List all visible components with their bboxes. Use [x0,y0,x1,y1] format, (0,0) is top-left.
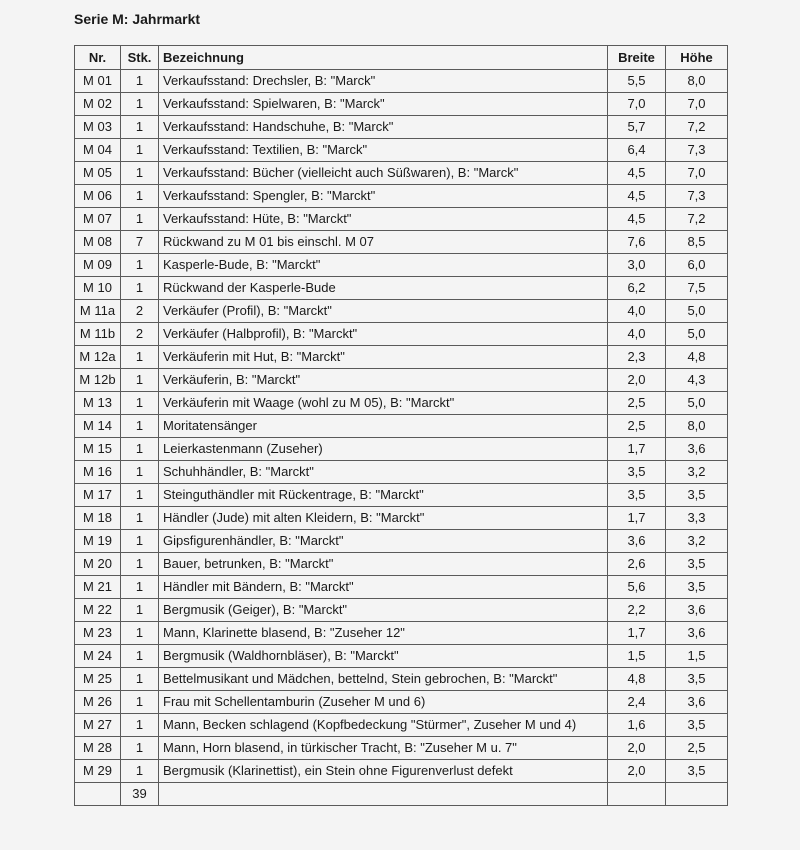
nr-cell: M 14 [75,415,121,438]
bezeichnung-cell: Steinguthändler mit Rückentrage, B: "Marckt" [159,484,608,507]
table-row [75,300,728,323]
table-row [75,346,728,369]
stk-cell: 1 [121,507,159,530]
stk-cell: 1 [121,737,159,760]
nr-cell: M 16 [75,461,121,484]
total-breite-cell [608,783,666,806]
table-row [75,507,728,530]
nr-cell: M 25 [75,668,121,691]
table-row [75,553,728,576]
hoehe-cell: 7,0 [666,93,728,116]
table-row [75,691,728,714]
total-bez-cell [159,783,608,806]
bezeichnung-cell: Bergmusik (Geiger), B: "Marckt" [159,599,608,622]
breite-cell: 1,5 [608,645,666,668]
bezeichnung-cell: Bettelmusikant und Mädchen, bettelnd, Stein gebrochen, B: "Marckt" [159,668,608,691]
bezeichnung-cell: Verkaufsstand: Spielwaren, B: "Marck" [159,93,608,116]
column-header-hoehe: Höhe [666,46,728,70]
bezeichnung-cell: Bergmusik (Waldhornbläser), B: "Marckt" [159,645,608,668]
breite-cell: 4,0 [608,300,666,323]
bezeichnung-cell: Leierkastenmann (Zuseher) [159,438,608,461]
nr-cell: M 09 [75,254,121,277]
breite-cell: 5,7 [608,116,666,139]
hoehe-cell: 3,2 [666,530,728,553]
table-row [75,714,728,737]
stk-cell: 1 [121,622,159,645]
table-row [75,208,728,231]
hoehe-cell: 4,3 [666,369,728,392]
stk-cell: 1 [121,576,159,599]
bezeichnung-cell: Mann, Klarinette blasend, B: "Zuseher 12" [159,622,608,645]
table-row [75,645,728,668]
total-stk-cell: 39 [121,783,159,806]
nr-cell: M 11a [75,300,121,323]
stk-cell: 1 [121,70,159,93]
hoehe-cell: 4,8 [666,346,728,369]
breite-cell: 2,3 [608,346,666,369]
nr-cell: M 23 [75,622,121,645]
hoehe-cell: 1,5 [666,645,728,668]
bezeichnung-cell: Verkäufer (Profil), B: "Marckt" [159,300,608,323]
table-row [75,323,728,346]
table-row [75,622,728,645]
nr-cell: M 07 [75,208,121,231]
nr-cell: M 01 [75,70,121,93]
bezeichnung-cell: Verkäufer (Halbprofil), B: "Marckt" [159,323,608,346]
hoehe-cell: 3,6 [666,438,728,461]
stk-cell: 2 [121,300,159,323]
breite-cell: 2,0 [608,737,666,760]
bezeichnung-cell: Verkäuferin mit Hut, B: "Marckt" [159,346,608,369]
bezeichnung-cell: Verkäuferin, B: "Marckt" [159,369,608,392]
nr-cell: M 29 [75,760,121,783]
stk-cell: 1 [121,668,159,691]
table-header-row [75,46,728,70]
hoehe-cell: 3,6 [666,622,728,645]
nr-cell: M 08 [75,231,121,254]
breite-cell: 3,6 [608,530,666,553]
stk-cell: 1 [121,645,159,668]
nr-cell: M 05 [75,162,121,185]
bezeichnung-cell: Rückwand zu M 01 bis einschl. M 07 [159,231,608,254]
table-row [75,599,728,622]
hoehe-cell: 2,5 [666,737,728,760]
hoehe-cell: 3,5 [666,576,728,599]
hoehe-cell: 3,3 [666,507,728,530]
breite-cell: 1,7 [608,438,666,461]
table-row [75,461,728,484]
stk-cell: 1 [121,415,159,438]
bezeichnung-cell: Verkäuferin mit Waage (wohl zu M 05), B: "Marckt" [159,392,608,415]
hoehe-cell: 6,0 [666,254,728,277]
column-header-stk: Stk. [121,46,159,70]
table-row [75,70,728,93]
stk-cell: 1 [121,530,159,553]
table-row [75,369,728,392]
breite-cell: 1,6 [608,714,666,737]
table-row [75,162,728,185]
stk-cell: 1 [121,438,159,461]
stk-cell: 1 [121,277,159,300]
nr-cell: M 20 [75,553,121,576]
breite-cell: 6,4 [608,139,666,162]
nr-cell: M 24 [75,645,121,668]
bezeichnung-cell: Kasperle-Bude, B: "Marckt" [159,254,608,277]
table-row [75,139,728,162]
hoehe-cell: 5,0 [666,323,728,346]
breite-cell: 2,2 [608,599,666,622]
bezeichnung-cell: Verkaufsstand: Bücher (vielleicht auch Süßwaren), B: "Marck" [159,162,608,185]
table-row [75,185,728,208]
hoehe-cell: 7,2 [666,208,728,231]
breite-cell: 7,6 [608,231,666,254]
breite-cell: 4,8 [608,668,666,691]
nr-cell: M 22 [75,599,121,622]
column-header-breite: Breite [608,46,666,70]
hoehe-cell: 7,3 [666,139,728,162]
stk-cell: 2 [121,323,159,346]
breite-cell: 5,5 [608,70,666,93]
hoehe-cell: 3,6 [666,599,728,622]
table-row [75,760,728,783]
page-title: Serie M: Jahrmarkt [74,11,201,27]
table-row [75,415,728,438]
stk-cell: 1 [121,208,159,231]
nr-cell: M 03 [75,116,121,139]
nr-cell: M 28 [75,737,121,760]
hoehe-cell: 7,5 [666,277,728,300]
breite-cell: 4,5 [608,162,666,185]
stk-cell: 1 [121,162,159,185]
hoehe-cell: 8,0 [666,415,728,438]
breite-cell: 3,0 [608,254,666,277]
nr-cell: M 17 [75,484,121,507]
nr-cell: M 11b [75,323,121,346]
breite-cell: 1,7 [608,622,666,645]
hoehe-cell: 3,5 [666,484,728,507]
nr-cell: M 12b [75,369,121,392]
hoehe-cell: 7,2 [666,116,728,139]
hoehe-cell: 3,5 [666,668,728,691]
bezeichnung-cell: Schuhhändler, B: "Marckt" [159,461,608,484]
breite-cell: 3,5 [608,484,666,507]
stk-cell: 1 [121,346,159,369]
stk-cell: 1 [121,139,159,162]
breite-cell: 4,0 [608,323,666,346]
breite-cell: 2,5 [608,415,666,438]
nr-cell: M 13 [75,392,121,415]
bezeichnung-cell: Verkaufsstand: Spengler, B: "Marckt" [159,185,608,208]
stk-cell: 1 [121,599,159,622]
hoehe-cell: 3,5 [666,553,728,576]
stk-cell: 1 [121,691,159,714]
table-row [75,93,728,116]
nr-cell: M 12a [75,346,121,369]
breite-cell: 2,6 [608,553,666,576]
hoehe-cell: 3,2 [666,461,728,484]
breite-cell: 6,2 [608,277,666,300]
hoehe-cell: 5,0 [666,392,728,415]
inventory-table [74,45,728,806]
stk-cell: 1 [121,484,159,507]
hoehe-cell: 5,0 [666,300,728,323]
bezeichnung-cell: Mann, Horn blasend, in türkischer Tracht, B: "Zuseher M u. 7" [159,737,608,760]
stk-cell: 7 [121,231,159,254]
total-hoehe-cell [666,783,728,806]
bezeichnung-cell: Händler mit Bändern, B: "Marckt" [159,576,608,599]
breite-cell: 3,5 [608,461,666,484]
hoehe-cell: 8,5 [666,231,728,254]
table-row [75,737,728,760]
stk-cell: 1 [121,392,159,415]
bezeichnung-cell: Mann, Becken schlagend (Kopfbedeckung "Stürmer", Zuseher M und 4) [159,714,608,737]
breite-cell: 4,5 [608,185,666,208]
nr-cell: M 18 [75,507,121,530]
nr-cell: M 26 [75,691,121,714]
table-row [75,277,728,300]
table-row [75,484,728,507]
table-row [75,392,728,415]
nr-cell: M 15 [75,438,121,461]
nr-cell: M 04 [75,139,121,162]
bezeichnung-cell: Händler (Jude) mit alten Kleidern, B: "Marckt" [159,507,608,530]
stk-cell: 1 [121,369,159,392]
nr-cell: M 02 [75,93,121,116]
stk-cell: 1 [121,185,159,208]
bezeichnung-cell: Moritatensänger [159,415,608,438]
bezeichnung-cell: Verkaufsstand: Handschuhe, B: "Marck" [159,116,608,139]
total-row [75,783,728,806]
stk-cell: 1 [121,254,159,277]
bezeichnung-cell: Verkaufsstand: Hüte, B: "Marckt" [159,208,608,231]
bezeichnung-cell: Verkaufsstand: Textilien, B: "Marck" [159,139,608,162]
stk-cell: 1 [121,553,159,576]
breite-cell: 1,7 [608,507,666,530]
table-row [75,231,728,254]
column-header-bezeichnung: Bezeichnung [159,46,608,70]
hoehe-cell: 7,3 [666,185,728,208]
hoehe-cell: 3,6 [666,691,728,714]
hoehe-cell: 8,0 [666,70,728,93]
breite-cell: 2,4 [608,691,666,714]
stk-cell: 1 [121,116,159,139]
nr-cell: M 06 [75,185,121,208]
breite-cell: 2,0 [608,760,666,783]
hoehe-cell: 3,5 [666,714,728,737]
bezeichnung-cell: Frau mit Schellentamburin (Zuseher M und 6) [159,691,608,714]
bezeichnung-cell: Rückwand der Kasperle-Bude [159,277,608,300]
stk-cell: 1 [121,760,159,783]
breite-cell: 7,0 [608,93,666,116]
bezeichnung-cell: Bergmusik (Klarinettist), ein Stein ohne Figurenverlust defekt [159,760,608,783]
nr-cell: M 10 [75,277,121,300]
breite-cell: 2,5 [608,392,666,415]
table-row [75,576,728,599]
breite-cell: 5,6 [608,576,666,599]
table-row [75,254,728,277]
total-nr-cell [75,783,121,806]
stk-cell: 1 [121,714,159,737]
stk-cell: 1 [121,461,159,484]
bezeichnung-cell: Gipsfigurenhändler, B: "Marckt" [159,530,608,553]
table-row [75,530,728,553]
nr-cell: M 21 [75,576,121,599]
nr-cell: M 27 [75,714,121,737]
column-header-nr: Nr. [75,46,121,70]
table-row [75,116,728,139]
breite-cell: 4,5 [608,208,666,231]
hoehe-cell: 7,0 [666,162,728,185]
bezeichnung-cell: Bauer, betrunken, B: "Marckt" [159,553,608,576]
table-row [75,668,728,691]
nr-cell: M 19 [75,530,121,553]
bezeichnung-cell: Verkaufsstand: Drechsler, B: "Marck" [159,70,608,93]
hoehe-cell: 3,5 [666,760,728,783]
table-row [75,438,728,461]
breite-cell: 2,0 [608,369,666,392]
stk-cell: 1 [121,93,159,116]
